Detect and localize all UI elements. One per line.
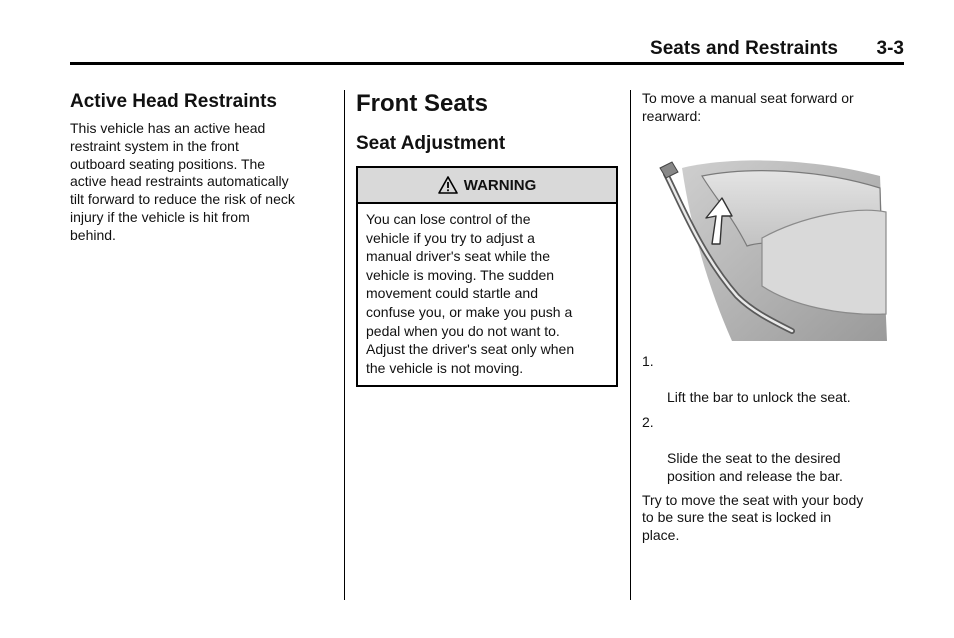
list-item [642,413,904,485]
step-number: 2. [642,413,654,430]
warning-header [358,168,616,204]
warning-triangle-icon [438,176,458,194]
page-header [70,38,904,62]
section-heading: Active Head Restraints [70,91,277,112]
chapter-heading: Front Seats [356,90,489,117]
step-number: 1. [642,352,654,369]
warning-box [356,166,618,387]
warning-label: WARNING [463,176,537,194]
section-title: Seats and Restraints [650,38,838,59]
column-divider-left [344,90,345,600]
step-text: Slide the seat to the desired position and release the bar. [667,449,843,484]
header-rule [70,62,904,65]
column-divider-right [630,90,631,600]
section-body: This vehicle has an active head restraint system in the front outboard seating positions. The active head restraints automatically tilt forward to reduce the risk of neck injury if the vehicle is hit from behind. [70,120,295,243]
column-active-head-restraints [70,90,332,245]
warning-text: You can lose control of the vehicle if you try to adjust a manual driver's seat while the vehicle is moving. The sudden movement could startle and confuse you, or make you push a pedal when you do not want to. Adjust the driver's seat only when the vehicle is not moving. [366,211,575,376]
seat-adjustment-bar-illustration [642,146,892,344]
outro-text: Try to move the seat with your body to be sure the seat is locked in place. [642,491,864,544]
page-number: 3-3 [876,38,904,59]
column-seat-adjustment-steps [642,90,904,545]
step-text: Lift the bar to unlock the seat. [667,388,851,405]
subsection-heading: Seat Adjustment [356,133,506,154]
column-front-seats [356,90,618,387]
intro-text: To move a manual seat forward or rearward: [642,90,854,124]
steps-list [642,352,904,485]
list-item [642,352,904,406]
